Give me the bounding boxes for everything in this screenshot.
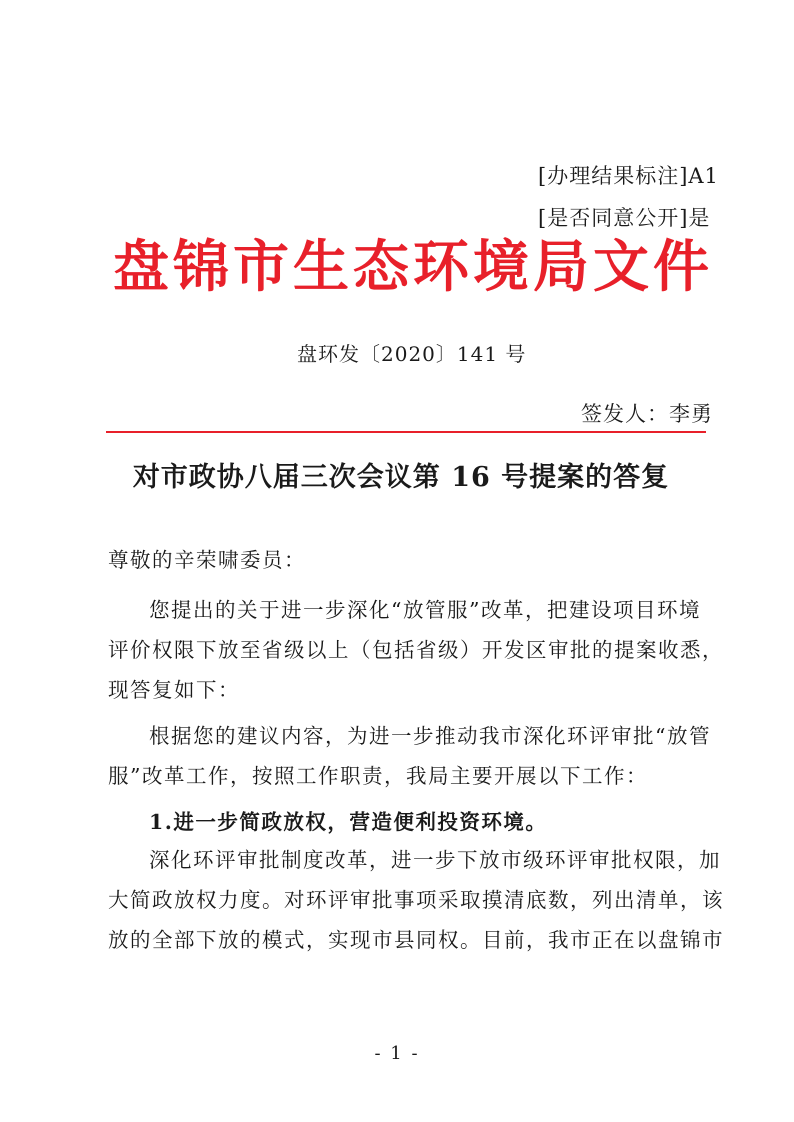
paragraph-2 xyxy=(108,716,711,796)
paragraph-line: 服”改革工作，按照工作职责，我局主要开展以下工作： xyxy=(108,764,648,788)
document-banner: 盘锦市生态环境局文件 xyxy=(113,235,713,300)
page-number: - 1 - xyxy=(374,1043,420,1064)
paragraph-3 xyxy=(108,840,724,960)
paragraph-line: 大简政放权力度。对环评审批事项采取摸清底数，列出清单，该 xyxy=(108,888,724,912)
paragraph-line: 根据您的建议内容，为进一步推动我市深化环评审批“放管 xyxy=(149,724,711,748)
result-mark: [办理结果标注]A1 xyxy=(538,164,719,188)
issuer: 签发人：李勇 xyxy=(581,402,713,426)
paragraph-line: 深化环评审批制度改革，进一步下放市级环评审批权限，加 xyxy=(149,848,721,872)
public-mark: [是否同意公开]是 xyxy=(538,206,711,230)
paragraph-line: 放的全部下放的模式，实现市县同权。目前，我市正在以盘锦市 xyxy=(108,928,724,952)
section-heading-1: 1.进一步简政放权，营造便利投资环境。 xyxy=(149,810,548,834)
paragraph-line: 现答复如下： xyxy=(108,678,240,702)
paragraph-1 xyxy=(108,590,724,710)
paragraph-line: 评价权限下放至省级以上（包括省级）开发区审批的提案收悉， xyxy=(108,638,724,662)
document-title: 对市政协八届三次会议第 16 号提案的答复 xyxy=(132,462,670,493)
document-number: 盘环发〔2020〕141 号 xyxy=(297,342,527,366)
salutation: 尊敬的辛荣啸委员： xyxy=(108,548,306,572)
red-divider xyxy=(106,431,706,433)
paragraph-line: 您提出的关于进一步深化“放管服”改革，把建设项目环境 xyxy=(149,598,701,622)
